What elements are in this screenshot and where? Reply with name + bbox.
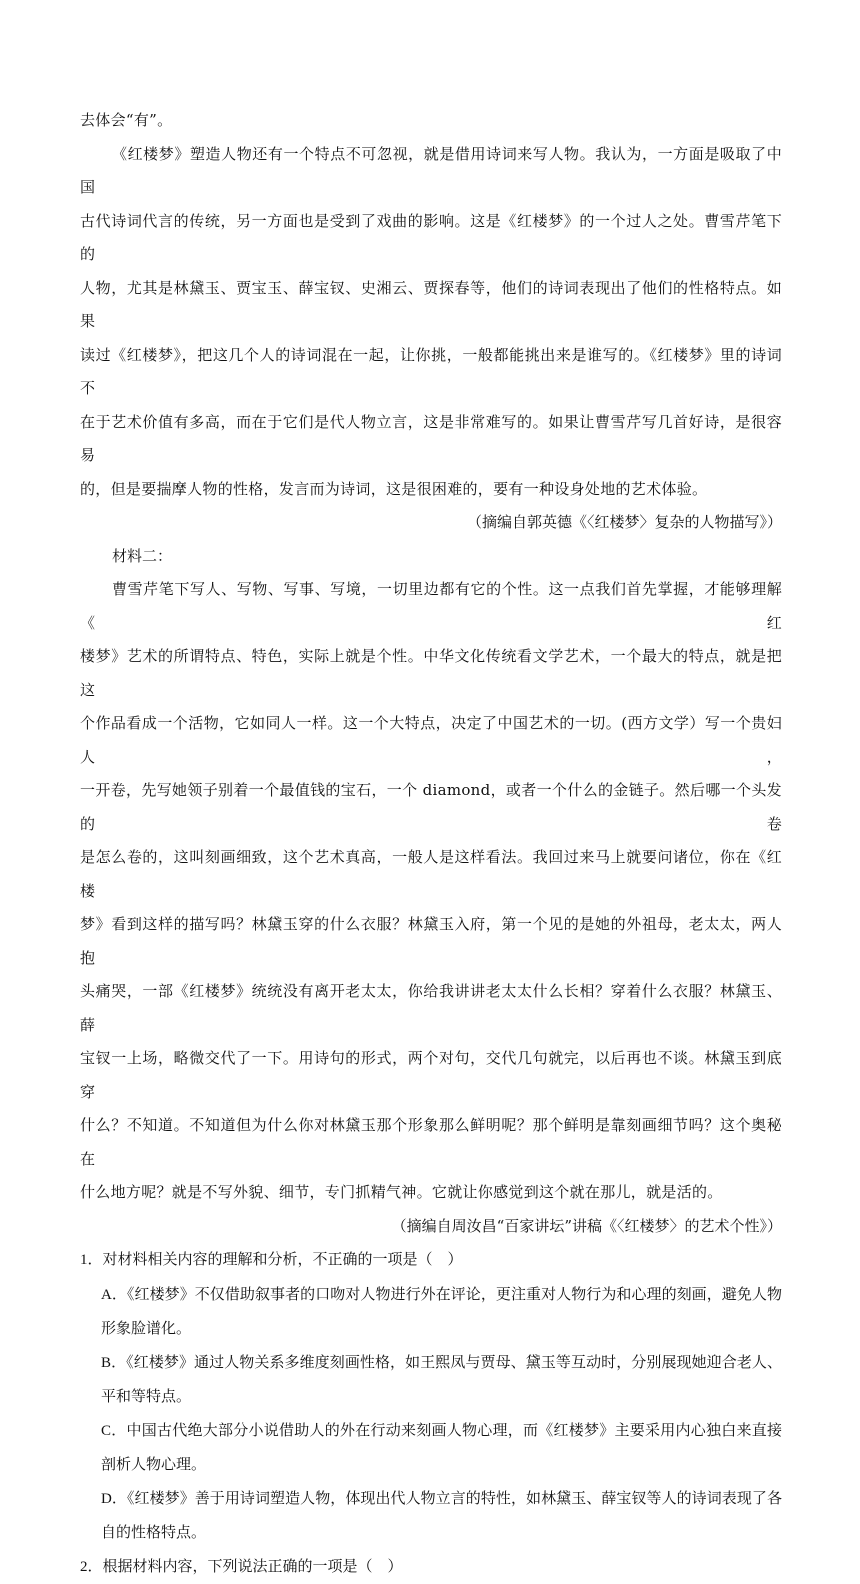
paragraph-line: 的，但是要揣摩人物的性格，发言而为诗词，这是很困难的，要有一种设身处地的艺术体验。 <box>80 473 782 507</box>
paragraph-line: 在于艺术价值有多高，而在于它们是代人物立言，这是非常难写的。如果让曹雪芹写几首好诗，是很容易 <box>80 406 782 473</box>
option-line <box>101 1414 782 1449</box>
option-d <box>80 1482 782 1550</box>
question-stem <box>80 1243 782 1278</box>
option-line: 平和等特点。 <box>101 1380 782 1414</box>
material1-source: （摘编自郭英德《〈红楼梦〉复杂的人物描写》） <box>80 506 782 540</box>
option-text: 中国古代绝大部分小说借助人的外在行动来刻画人物心理，而《红楼梦》主要采用内心独白来直接 <box>127 1421 782 1439</box>
question-number: 1． <box>80 1252 103 1268</box>
paragraph-line: 宝钗一上场，略微交代了一下。用诗句的形式，两个对句，交代几句就完，以后再也不谈。林黛玉到底穿 <box>80 1042 782 1109</box>
option-a <box>80 1278 782 1346</box>
question-text: 根据材料内容，下列说法正确的一项是（ ） <box>103 1557 403 1575</box>
document-page <box>80 104 782 1584</box>
paragraph-line: 《红楼梦》塑造人物还有一个特点不可忽视，就是借用诗词来写人物。我认为，一方面是吸取了中国 <box>80 138 782 205</box>
question-1 <box>80 1243 782 1550</box>
material2-paragraph <box>80 573 782 1210</box>
material1-tail-line: 去体会“有”。 <box>80 104 782 138</box>
question-stem <box>80 1550 782 1584</box>
question-2 <box>80 1550 782 1584</box>
option-letter: C． <box>101 1423 127 1439</box>
material1-paragraph-2 <box>80 138 782 507</box>
option-text: 《红楼梦》善于用诗词塑造人物，体现出代人物立言的特性，如林黛玉、薛宝钗等人的诗词表现了各 <box>127 1489 782 1507</box>
option-line: 剖析人物心理。 <box>101 1448 782 1482</box>
paragraph-line: 是怎么卷的，这叫刻画细致，这个艺术真高，一般人是这样看法。我回过来马上就要问诸位，你在《红楼 <box>80 841 782 908</box>
paragraph-line: 什么地方呢？就是不写外貌、细节，专门抓精气神。它就让你感觉到这个就在那儿，就是活的。 <box>80 1176 782 1210</box>
option-line: 自的性格特点。 <box>101 1516 782 1550</box>
option-line <box>101 1346 782 1381</box>
paragraph-line: 人物，尤其是林黛玉、贾宝玉、薛宝钗、史湘云、贾探春等，他们的诗词表现出了他们的性格特点。如果 <box>80 272 782 339</box>
paragraph-line: 个作品看成一个活物，它如同人一样。这一个大特点，决定了中国艺术的一切。(西方文学）写一个贵妇人， <box>80 707 782 774</box>
option-b <box>80 1346 782 1414</box>
option-text: 《红楼梦》通过人物关系多维度刻画性格，如王熙凤与贾母、黛玉等互动时，分别展现她迎合老人、 <box>126 1353 782 1371</box>
paragraph-line: 楼梦》艺术的所谓特点、特色，实际上就是个性。中华文化传统看文学艺术，一个最大的特点，就是把这 <box>80 640 782 707</box>
option-letter: B． <box>101 1355 126 1371</box>
material2-label: 材料二： <box>80 540 782 574</box>
option-letter: D． <box>101 1491 127 1507</box>
paragraph-line: 读过《红楼梦》，把这几个人的诗词混在一起，让你挑，一般都能挑出来是谁写的。《红楼梦》里的诗词不 <box>80 339 782 406</box>
paragraph-line: 头痛哭，一部《红楼梦》统统没有离开老太太，你给我讲讲老太太什么长相？穿着什么衣服？林黛玉、薛 <box>80 975 782 1042</box>
paragraph-line: 什么？不知道。不知道但为什么你对林黛玉那个形象那么鲜明呢？那个鲜明是靠刻画细节吗？这个奥秘在 <box>80 1109 782 1176</box>
question-number: 2． <box>80 1559 103 1575</box>
question-text: 对材料相关内容的理解和分析，不正确的一项是（ ） <box>103 1250 463 1268</box>
option-text: 《红楼梦》不仅借助叙事者的口吻对人物进行外在评论，更注重对人物行为和心理的刻画，避免人物 <box>127 1285 782 1303</box>
paragraph-line: 一开卷，先写她领子别着一个最值钱的宝石，一个 diamond，或者一个什么的金链子。然后哪一个头发的卷 <box>80 774 782 841</box>
option-line <box>101 1278 782 1313</box>
paragraph-line: 古代诗词代言的传统，另一方面也是受到了戏曲的影响。这是《红楼梦》的一个过人之处。曹雪芹笔下的 <box>80 205 782 272</box>
material2-source: （摘编自周汝昌“百家讲坛”讲稿《〈红楼梦〉的艺术个性》） <box>80 1210 782 1244</box>
paragraph-line: 曹雪芹笔下写人、写物、写事、写境，一切里边都有它的个性。这一点我们首先掌握，才能够理解《红 <box>80 573 782 640</box>
option-line: 形象脸谱化。 <box>101 1312 782 1346</box>
option-letter: A． <box>101 1287 127 1303</box>
option-line <box>101 1482 782 1517</box>
paragraph-line: 梦》看到这样的描写吗？林黛玉穿的什么衣服？林黛玉入府，第一个见的是她的外祖母，老太太，两人抱 <box>80 908 782 975</box>
option-c <box>80 1414 782 1482</box>
